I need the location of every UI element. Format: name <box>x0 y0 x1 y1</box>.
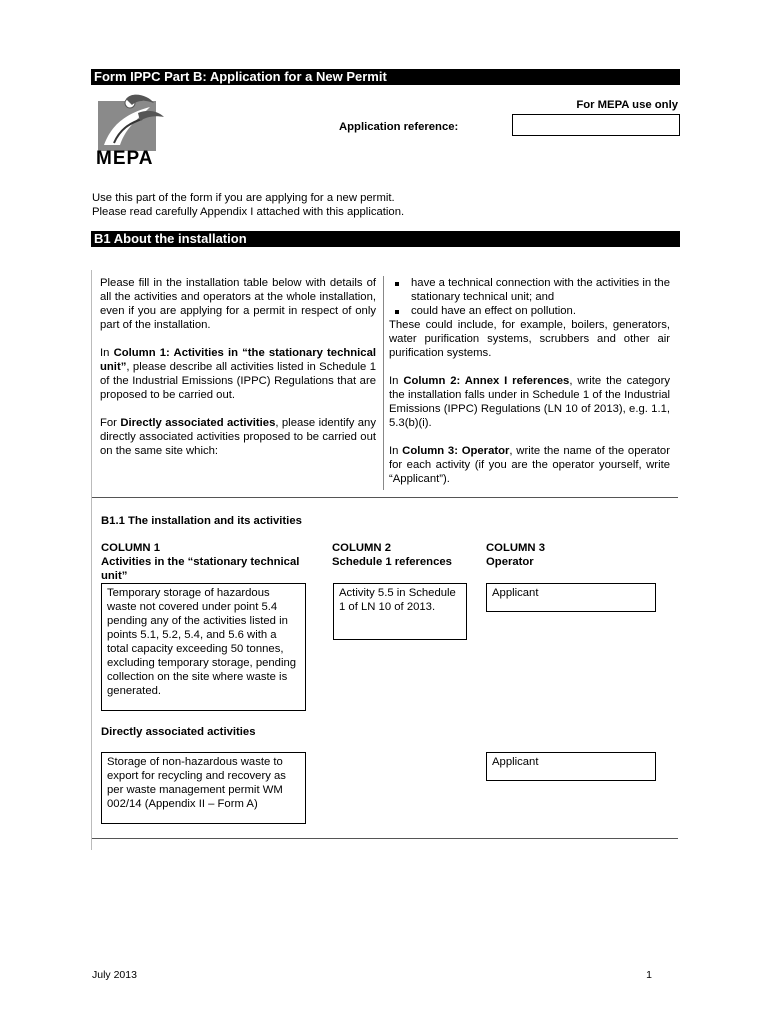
intro <box>92 191 672 219</box>
b1-left-p2-lead: In <box>100 347 114 359</box>
column-2-header <box>332 541 477 569</box>
b1-left-p3-bold: Directly associated activities <box>120 417 276 429</box>
b1-left-p3-rest: , please identify any directly associated activities proposed to be carried out on the same site which: <box>100 417 376 457</box>
b1-right-bullet-1 <box>389 276 670 304</box>
intro-line-1: Use this part of the form if you are applying for a new permit. <box>92 192 395 204</box>
b1-left-p1: Please fill in the installation table below with details of all the activities and operators at the whole installation, even if you are applying for a permit in respect of only part of the installation. <box>100 277 376 331</box>
b1-right-p3 <box>389 444 670 486</box>
column-divider <box>383 276 384 490</box>
mepa-use-label: For MEPA use only <box>576 99 678 111</box>
section-b1-title: B1 About the installation <box>94 231 247 246</box>
left-border <box>91 270 92 850</box>
column-3-header <box>486 541 606 569</box>
row1-operator-field[interactable]: Applicant <box>486 583 656 612</box>
column-1-title: Activities in the “stationary technical unit” <box>101 556 300 582</box>
row2-operator-field[interactable]: Applicant <box>486 752 656 781</box>
application-reference-field[interactable] <box>512 114 680 136</box>
b1-right-p2 <box>389 374 670 430</box>
b1-right-p3-rest: , write the name of the operator for each activity (if you are the operator yourself, write “Applicant”). <box>389 445 670 485</box>
column-2-title: Schedule 1 references <box>332 556 452 568</box>
b1-right-p2-rest: , write the category the installation falls under in Schedule 1 of the Industrial Emissions (IPPC) Regulations (LN 10 of 2013), e.g. 1.1, 5.3(b)(i). <box>389 375 670 429</box>
b1-right-p1: These could include, for example, boilers, generators, water purification systems, scrubbers and other air purification systems. <box>389 319 670 359</box>
b1-left-p2-bold: Column 1: Activities in “the stationary technical unit” <box>100 347 376 373</box>
b1-left-p3 <box>100 416 376 458</box>
b1-right-column <box>389 276 670 486</box>
footer-page-number: 1 <box>646 969 652 981</box>
column-3-label: COLUMN 3 <box>486 542 545 554</box>
application-reference-label: Application reference: <box>339 121 459 133</box>
form-title: Form IPPC Part B: Application for a New Permit <box>94 69 387 84</box>
b1-right-p2-lead: In <box>389 375 404 387</box>
bullet-square-icon <box>395 310 399 314</box>
section-b11-title: B1.1 The installation and its activities <box>101 515 302 527</box>
logo-text: MEPA <box>96 148 154 169</box>
column-1-label: COLUMN 1 <box>101 542 160 554</box>
section-divider <box>92 497 678 498</box>
b1-right-bullet-2-text: could have an effect on pollution. <box>411 305 576 317</box>
column-2-label: COLUMN 2 <box>332 542 391 554</box>
table-bottom-rule <box>92 838 678 839</box>
form-title-bar <box>91 69 680 85</box>
b1-left-p2-rest: , please describe all activities listed in Schedule 1 of the Industrial Emissions (IPPC) Regulations that are proposed to be carried out. <box>100 361 376 401</box>
b1-left-p3-lead: For <box>100 417 121 429</box>
mepa-logo <box>92 93 172 169</box>
intro-line-2: Please read carefully Appendix I attached with this application. <box>92 206 405 218</box>
b1-right-bullet-2 <box>389 304 670 318</box>
b1-right-p3-lead: In <box>389 445 403 457</box>
row1-activity-field[interactable]: Temporary storage of hazardous waste not covered under point 5.4 pending any of the activities listed in points 5.1, 5.2, 5.4, and 5.6 with a total capacity exceeding 50 tonnes, excluding temporary storage, pending collection on the site where waste is generated. <box>101 583 306 711</box>
footer-date: July 2013 <box>92 969 137 981</box>
b1-left-p2 <box>100 346 376 402</box>
bullet-square-icon <box>395 282 399 286</box>
row2-activity-field[interactable]: Storage of non-hazardous waste to export for recycling and recovery as per waste management permit WM 002/14 (Appendix II – Form A) <box>101 752 306 824</box>
column-1-header <box>101 541 301 583</box>
row1-reference-field[interactable]: Activity 5.5 in Schedule 1 of LN 10 of 2013. <box>333 583 467 640</box>
b1-left-column <box>100 276 376 458</box>
b1-right-p3-bold: Column 3: Operator <box>402 445 510 457</box>
directly-associated-label: Directly associated activities <box>101 726 256 738</box>
column-3-title: Operator <box>486 556 534 568</box>
section-b1-bar <box>91 231 680 247</box>
b1-right-p2-bold: Column 2: Annex I references <box>403 375 570 387</box>
b1-right-bullet-1-text: have a technical connection with the activities in the stationary technical unit; and <box>411 277 670 303</box>
